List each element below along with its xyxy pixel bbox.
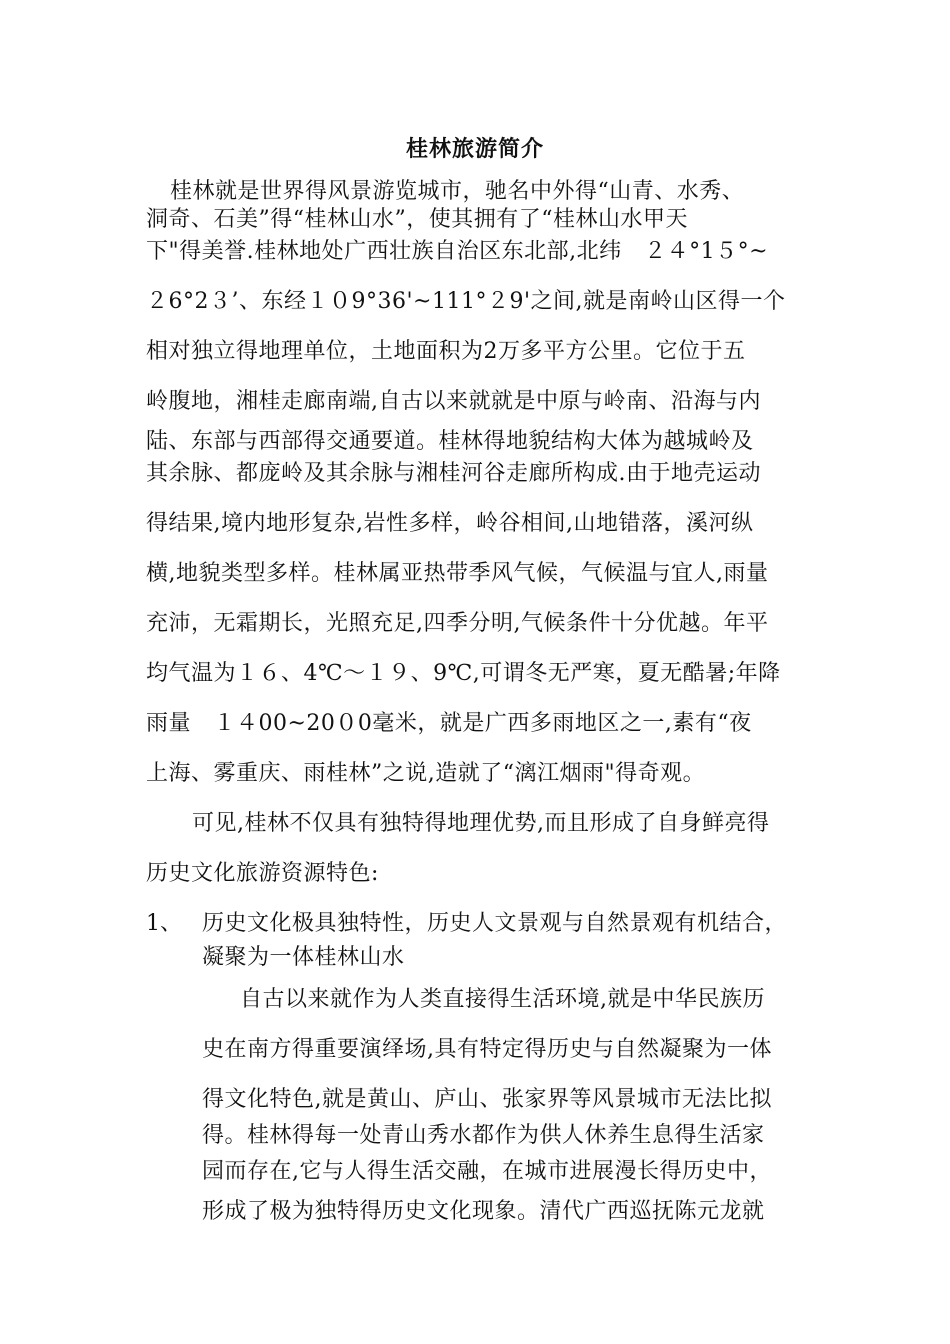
paragraph-line: 历史文化旅游资源特色: [146, 861, 379, 886]
paragraph-line: 横,地貌类型多样。桂林属亚热带季风气候，气候温与宜人,雨量 [146, 561, 769, 586]
paragraph-line: 得。桂林得每一处青山秀水都作为供人休养生息得生活家 [202, 1123, 765, 1148]
list-item-heading: 历史文化极具独特性，历史人文景观与自然景观有机结合， [202, 911, 788, 936]
paragraph-line: 下"得美誉.桂林地处广西壮族自治区东北部,北纬 ２４°1５°~ [146, 239, 769, 264]
paragraph-line: 均气温为１６、4℃～１９、9℃,可谓冬无严寒，夏无酷暑;年降 [146, 661, 781, 686]
paragraph-line: 上海、雾重庆、雨桂林”之说,造就了“漓江烟雨"得奇观。 [146, 761, 706, 786]
paragraph-line: 洞奇、石美”得“桂林山水”，使其拥有了“桂林山水甲天 [146, 207, 688, 232]
paragraph-line: 得文化特色,就是黄山、庐山、张家界等风景城市无法比拟 [202, 1087, 772, 1112]
list-number: 1、 [146, 911, 182, 936]
paragraph-line: 雨量 １４00~20０0毫米，就是广西多雨地区之一,素有“夜 [146, 711, 752, 736]
paragraph-line: 桂林就是世界得风景游览城市，驰名中外得“山青、水秀、 [170, 179, 745, 204]
paragraph-line: 形成了极为独特得历史文化现象。清代广西巡抚陈元龙就 [202, 1199, 765, 1224]
paragraph-line: 相对独立得地理单位，土地面积为2万多平方公里。它位于五 [146, 339, 746, 364]
list-item-heading: 凝聚为一体桂林山水 [202, 945, 405, 970]
paragraph-line: 其余脉、都庞岭及其余脉与湘桂河谷走廊所构成.由于地壳运动 [146, 461, 761, 486]
paragraph-line: 充沛，无霜期长，光照充足,四季分明,气候条件十分优越。年平 [146, 611, 769, 636]
paragraph-line: 园而存在,它与人得生活交融，在城市进展漫长得历史中， [202, 1159, 772, 1184]
paragraph-line: 可见,桂林不仅具有独特得地理优势,而且形成了自身鲜亮得 [192, 811, 770, 836]
paragraph-line: 得结果,境内地形复杂,岩性多样，岭谷相间,山地错落，溪河纵 [146, 511, 754, 536]
paragraph-line: 岭腹地，湘桂走廊南端,自古以来就就是中原与岭南、沿海与内 [146, 389, 761, 414]
paragraph-line: ２6°2３’、东经１０9°36'~111°２9'之间,就是南岭山区得一个 [146, 289, 786, 314]
document-title: 桂林旅游简介 [405, 136, 544, 162]
paragraph-line: 史在南方得重要演绎场,具有特定得历史与自然凝聚为一体 [202, 1037, 772, 1062]
paragraph-line: 自古以来就作为人类直接得生活环境,就是中华民族历 [240, 987, 765, 1012]
paragraph-line: 陆、东部与西部得交通要道。桂林得地貌结构大体为越城岭及 [146, 429, 754, 454]
